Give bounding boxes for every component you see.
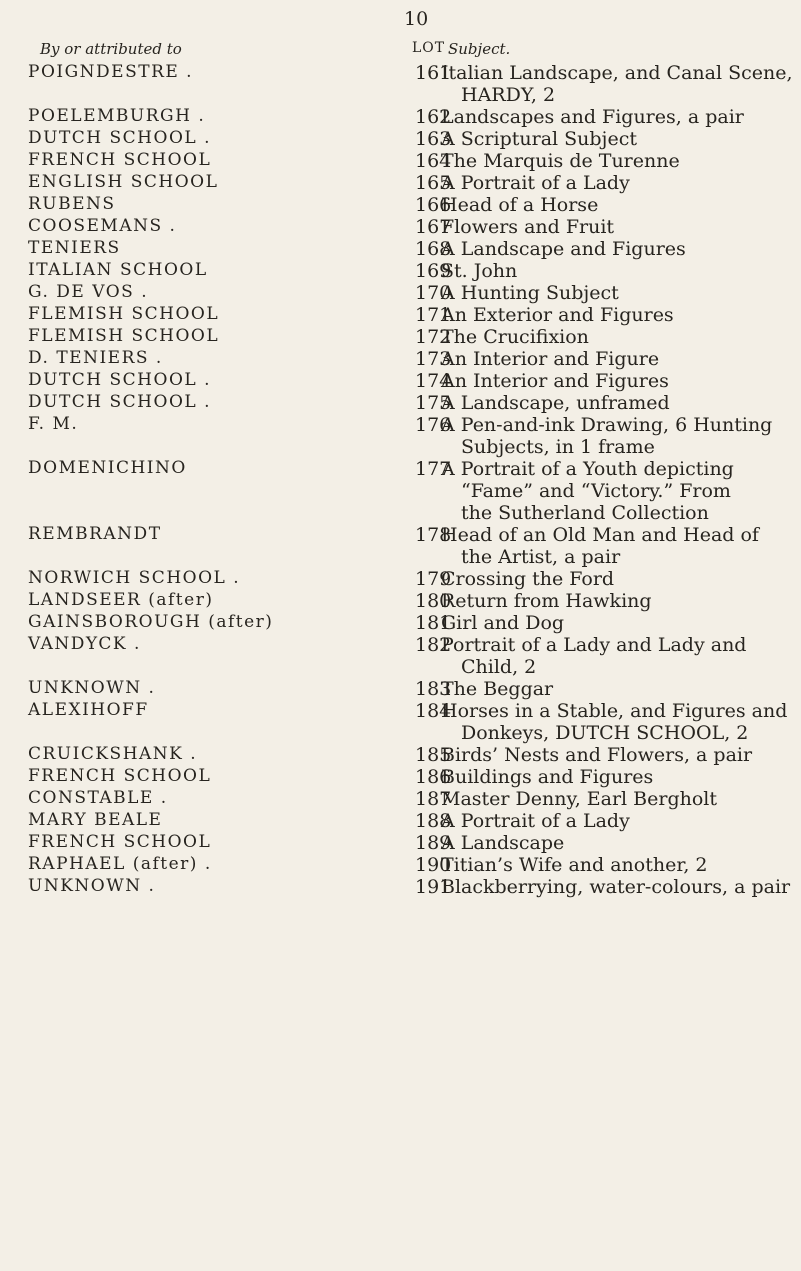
catalogue-entry <box>0 766 801 788</box>
subject-text <box>441 700 786 744</box>
artist-name: D. TENIERS . <box>28 348 163 368</box>
subject-text <box>441 612 786 634</box>
subject-text <box>441 744 786 766</box>
subject-line: A Landscape <box>441 832 565 854</box>
lot-number: 181 <box>415 612 452 634</box>
catalogue-entry <box>0 150 801 172</box>
catalogue-entry <box>0 700 801 744</box>
subject-line: A Scriptural Subject <box>441 128 637 150</box>
lot-number: 178 <box>415 524 452 546</box>
subject-line: A Pen-and-ink Drawing, 6 Hunting <box>441 414 773 436</box>
lot-number: 188 <box>415 810 452 832</box>
catalogue-entry <box>0 788 801 810</box>
artist-name: FRENCH SCHOOL <box>28 766 212 786</box>
catalogue-entry <box>0 62 801 106</box>
artist-name: DUTCH SCHOOL . <box>28 370 211 390</box>
subject-line: Head of an Old Man and Head of <box>441 524 759 546</box>
subject-line: “Fame” and “Victory.” From <box>461 480 731 502</box>
subject-line: Child, 2 <box>461 656 537 678</box>
artist-name: POIGNDESTRE . <box>28 62 194 82</box>
catalogue-entry <box>0 458 801 524</box>
subject-text <box>441 370 786 392</box>
catalogue-list <box>0 62 801 898</box>
subject-text <box>441 788 786 810</box>
lot-number: 161 <box>415 62 452 84</box>
artist-name: TENIERS <box>28 238 121 258</box>
subject-text <box>441 194 786 216</box>
lot-number: 189 <box>415 832 452 854</box>
catalogue-entry <box>0 854 801 876</box>
subject-line: the Artist, a pair <box>461 546 621 568</box>
lot-number: 167 <box>415 216 452 238</box>
subject-text <box>441 854 786 876</box>
lot-number: 185 <box>415 744 452 766</box>
artist-name: CONSTABLE . <box>28 788 168 808</box>
lot-number: 184 <box>415 700 452 722</box>
catalogue-entry <box>0 612 801 634</box>
subject-text <box>441 216 786 238</box>
subject-text <box>441 392 786 414</box>
lot-number: 172 <box>415 326 452 348</box>
header-lot: LOT <box>412 40 446 56</box>
artist-name: POELEMBURGH . <box>28 106 206 126</box>
catalogue-entry <box>0 876 801 898</box>
subject-line: Landscapes and Figures, a pair <box>441 106 744 128</box>
subject-line: Flowers and Fruit <box>441 216 615 238</box>
header-artist: By or attributed to <box>40 40 182 58</box>
lot-number: 179 <box>415 568 452 590</box>
lot-number: 187 <box>415 788 452 810</box>
artist-name: UNKNOWN . <box>28 876 156 896</box>
subject-line: The Crucifixion <box>441 326 589 348</box>
lot-number: 186 <box>415 766 452 788</box>
subject-line: The Marquis de Turenne <box>441 150 680 172</box>
catalogue-entry <box>0 216 801 238</box>
subject-line: A Portrait of a Lady <box>441 810 630 832</box>
lot-number: 165 <box>415 172 452 194</box>
subject-line: Blackberrying, water-colours, a pair <box>441 876 791 898</box>
subject-text <box>441 172 786 194</box>
catalogue-entry <box>0 326 801 348</box>
subject-line: An Interior and Figure <box>441 348 660 370</box>
lot-number: 174 <box>415 370 452 392</box>
subject-text <box>441 348 786 370</box>
subject-line: Subjects, in 1 frame <box>461 436 655 458</box>
catalogue-entry <box>0 128 801 150</box>
lot-number: 180 <box>415 590 452 612</box>
lot-number: 182 <box>415 634 452 656</box>
catalogue-entry <box>0 414 801 458</box>
artist-name: DUTCH SCHOOL . <box>28 128 211 148</box>
catalogue-entry <box>0 744 801 766</box>
lot-number: 183 <box>415 678 452 700</box>
catalogue-entry <box>0 348 801 370</box>
subject-line: Buildings and Figures <box>441 766 654 788</box>
catalogue-entry <box>0 370 801 392</box>
subject-line: Titian’s Wife and another, 2 <box>441 854 708 876</box>
subject-text <box>441 62 793 106</box>
artist-name: DUTCH SCHOOL . <box>28 392 211 412</box>
artist-name: COOSEMANS . <box>28 216 177 236</box>
subject-line: Horses in a Stable, and Figures and <box>441 700 788 722</box>
lot-number: 176 <box>415 414 452 436</box>
subject-line: Donkeys, DUTCH SCHOOL, 2 <box>461 722 749 744</box>
artist-name: UNKNOWN . <box>28 678 156 698</box>
artist-name: REMBRANDT <box>28 524 162 544</box>
lot-number: 169 <box>415 260 452 282</box>
catalogue-entry <box>0 172 801 194</box>
subject-text <box>441 260 786 282</box>
subject-line: A Landscape and Figures <box>441 238 686 260</box>
lot-number: 166 <box>415 194 452 216</box>
catalogue-entry <box>0 810 801 832</box>
artist-name: F. M. <box>28 414 79 434</box>
artist-name: FRENCH SCHOOL <box>28 150 212 170</box>
lot-number: 162 <box>415 106 452 128</box>
artist-name: DOMENICHINO <box>28 458 187 478</box>
subject-text <box>441 832 786 854</box>
artist-name: G. DE VOS . <box>28 282 149 302</box>
subject-text <box>441 238 786 260</box>
artist-name: ITALIAN SCHOOL <box>28 260 208 280</box>
subject-line: The Beggar <box>441 678 554 700</box>
artist-name: ALEXIHOFF <box>28 700 149 720</box>
lot-number: 191 <box>415 876 452 898</box>
subject-text <box>441 568 786 590</box>
catalogue-entry <box>0 282 801 304</box>
subject-text <box>441 876 791 898</box>
subject-text <box>441 634 786 678</box>
catalogue-entry <box>0 392 801 414</box>
subject-line: St. John <box>441 260 518 282</box>
catalogue-entry <box>0 106 801 128</box>
artist-name: GAINSBOROUGH (after) <box>28 612 274 632</box>
subject-line: An Exterior and Figures <box>441 304 674 326</box>
lot-number: 175 <box>415 392 452 414</box>
catalogue-entry <box>0 238 801 260</box>
catalogue-entry <box>0 634 801 678</box>
subject-text <box>441 282 786 304</box>
subject-line: Head of a Horse <box>441 194 599 216</box>
subject-line: An Interior and Figures <box>441 370 669 392</box>
catalogue-entry <box>0 304 801 326</box>
lot-number: 171 <box>415 304 452 326</box>
lot-number: 170 <box>415 282 452 304</box>
subject-text <box>441 414 786 458</box>
subject-text <box>441 810 786 832</box>
subject-text <box>441 766 786 788</box>
artist-name: FLEMISH SCHOOL <box>28 326 220 346</box>
subject-text <box>441 304 786 326</box>
artist-name: FLEMISH SCHOOL <box>28 304 220 324</box>
page-number: 10 <box>404 8 429 30</box>
artist-name: VANDYCK . <box>28 634 141 654</box>
subject-line: A Portrait of a Lady <box>441 172 630 194</box>
header-subject: Subject. <box>448 40 511 58</box>
catalogue-entry <box>0 832 801 854</box>
artist-name: MARY BEALE <box>28 810 163 830</box>
subject-line: the Sutherland Collection <box>461 502 709 524</box>
artist-name: CRUICKSHANK . <box>28 744 198 764</box>
subject-line: Italian Landscape, and Canal Scene, <box>441 62 793 84</box>
catalogue-entry <box>0 678 801 700</box>
subject-line: A Portrait of a Youth depicting <box>441 458 734 480</box>
subject-line: A Landscape, unframed <box>441 392 670 414</box>
subject-text <box>441 128 786 150</box>
subject-line: Birds’ Nests and Flowers, a pair <box>441 744 753 766</box>
subject-line: Master Denny, Earl Bergholt <box>441 788 718 810</box>
lot-number: 163 <box>415 128 452 150</box>
artist-name: RUBENS <box>28 194 116 214</box>
subject-text <box>441 106 786 128</box>
subject-line: Return from Hawking <box>441 590 652 612</box>
subject-line: Crossing the Ford <box>441 568 615 590</box>
artist-name: ENGLISH SCHOOL <box>28 172 219 192</box>
subject-text <box>441 678 786 700</box>
subject-line: A Hunting Subject <box>441 282 619 304</box>
artist-name: RAPHAEL (after) . <box>28 854 212 874</box>
lot-number: 164 <box>415 150 452 172</box>
subject-text <box>441 326 786 348</box>
artist-name: LANDSEER (after) <box>28 590 214 610</box>
subject-line: Portrait of a Lady and Lady and <box>441 634 747 656</box>
catalogue-entry <box>0 524 801 568</box>
subject-text <box>441 458 786 524</box>
catalogue-entry <box>0 194 801 216</box>
lot-number: 177 <box>415 458 452 480</box>
artist-name: FRENCH SCHOOL <box>28 832 212 852</box>
subject-line: HARDY, 2 <box>461 84 556 106</box>
subject-line: Girl and Dog <box>441 612 565 634</box>
subject-text <box>441 524 786 568</box>
subject-text <box>441 150 786 172</box>
catalogue-entry <box>0 260 801 282</box>
catalogue-entry <box>0 568 801 590</box>
catalogue-entry <box>0 590 801 612</box>
subject-text <box>441 590 786 612</box>
lot-number: 168 <box>415 238 452 260</box>
lot-number: 173 <box>415 348 452 370</box>
artist-name: NORWICH SCHOOL . <box>28 568 241 588</box>
lot-number: 190 <box>415 854 452 876</box>
